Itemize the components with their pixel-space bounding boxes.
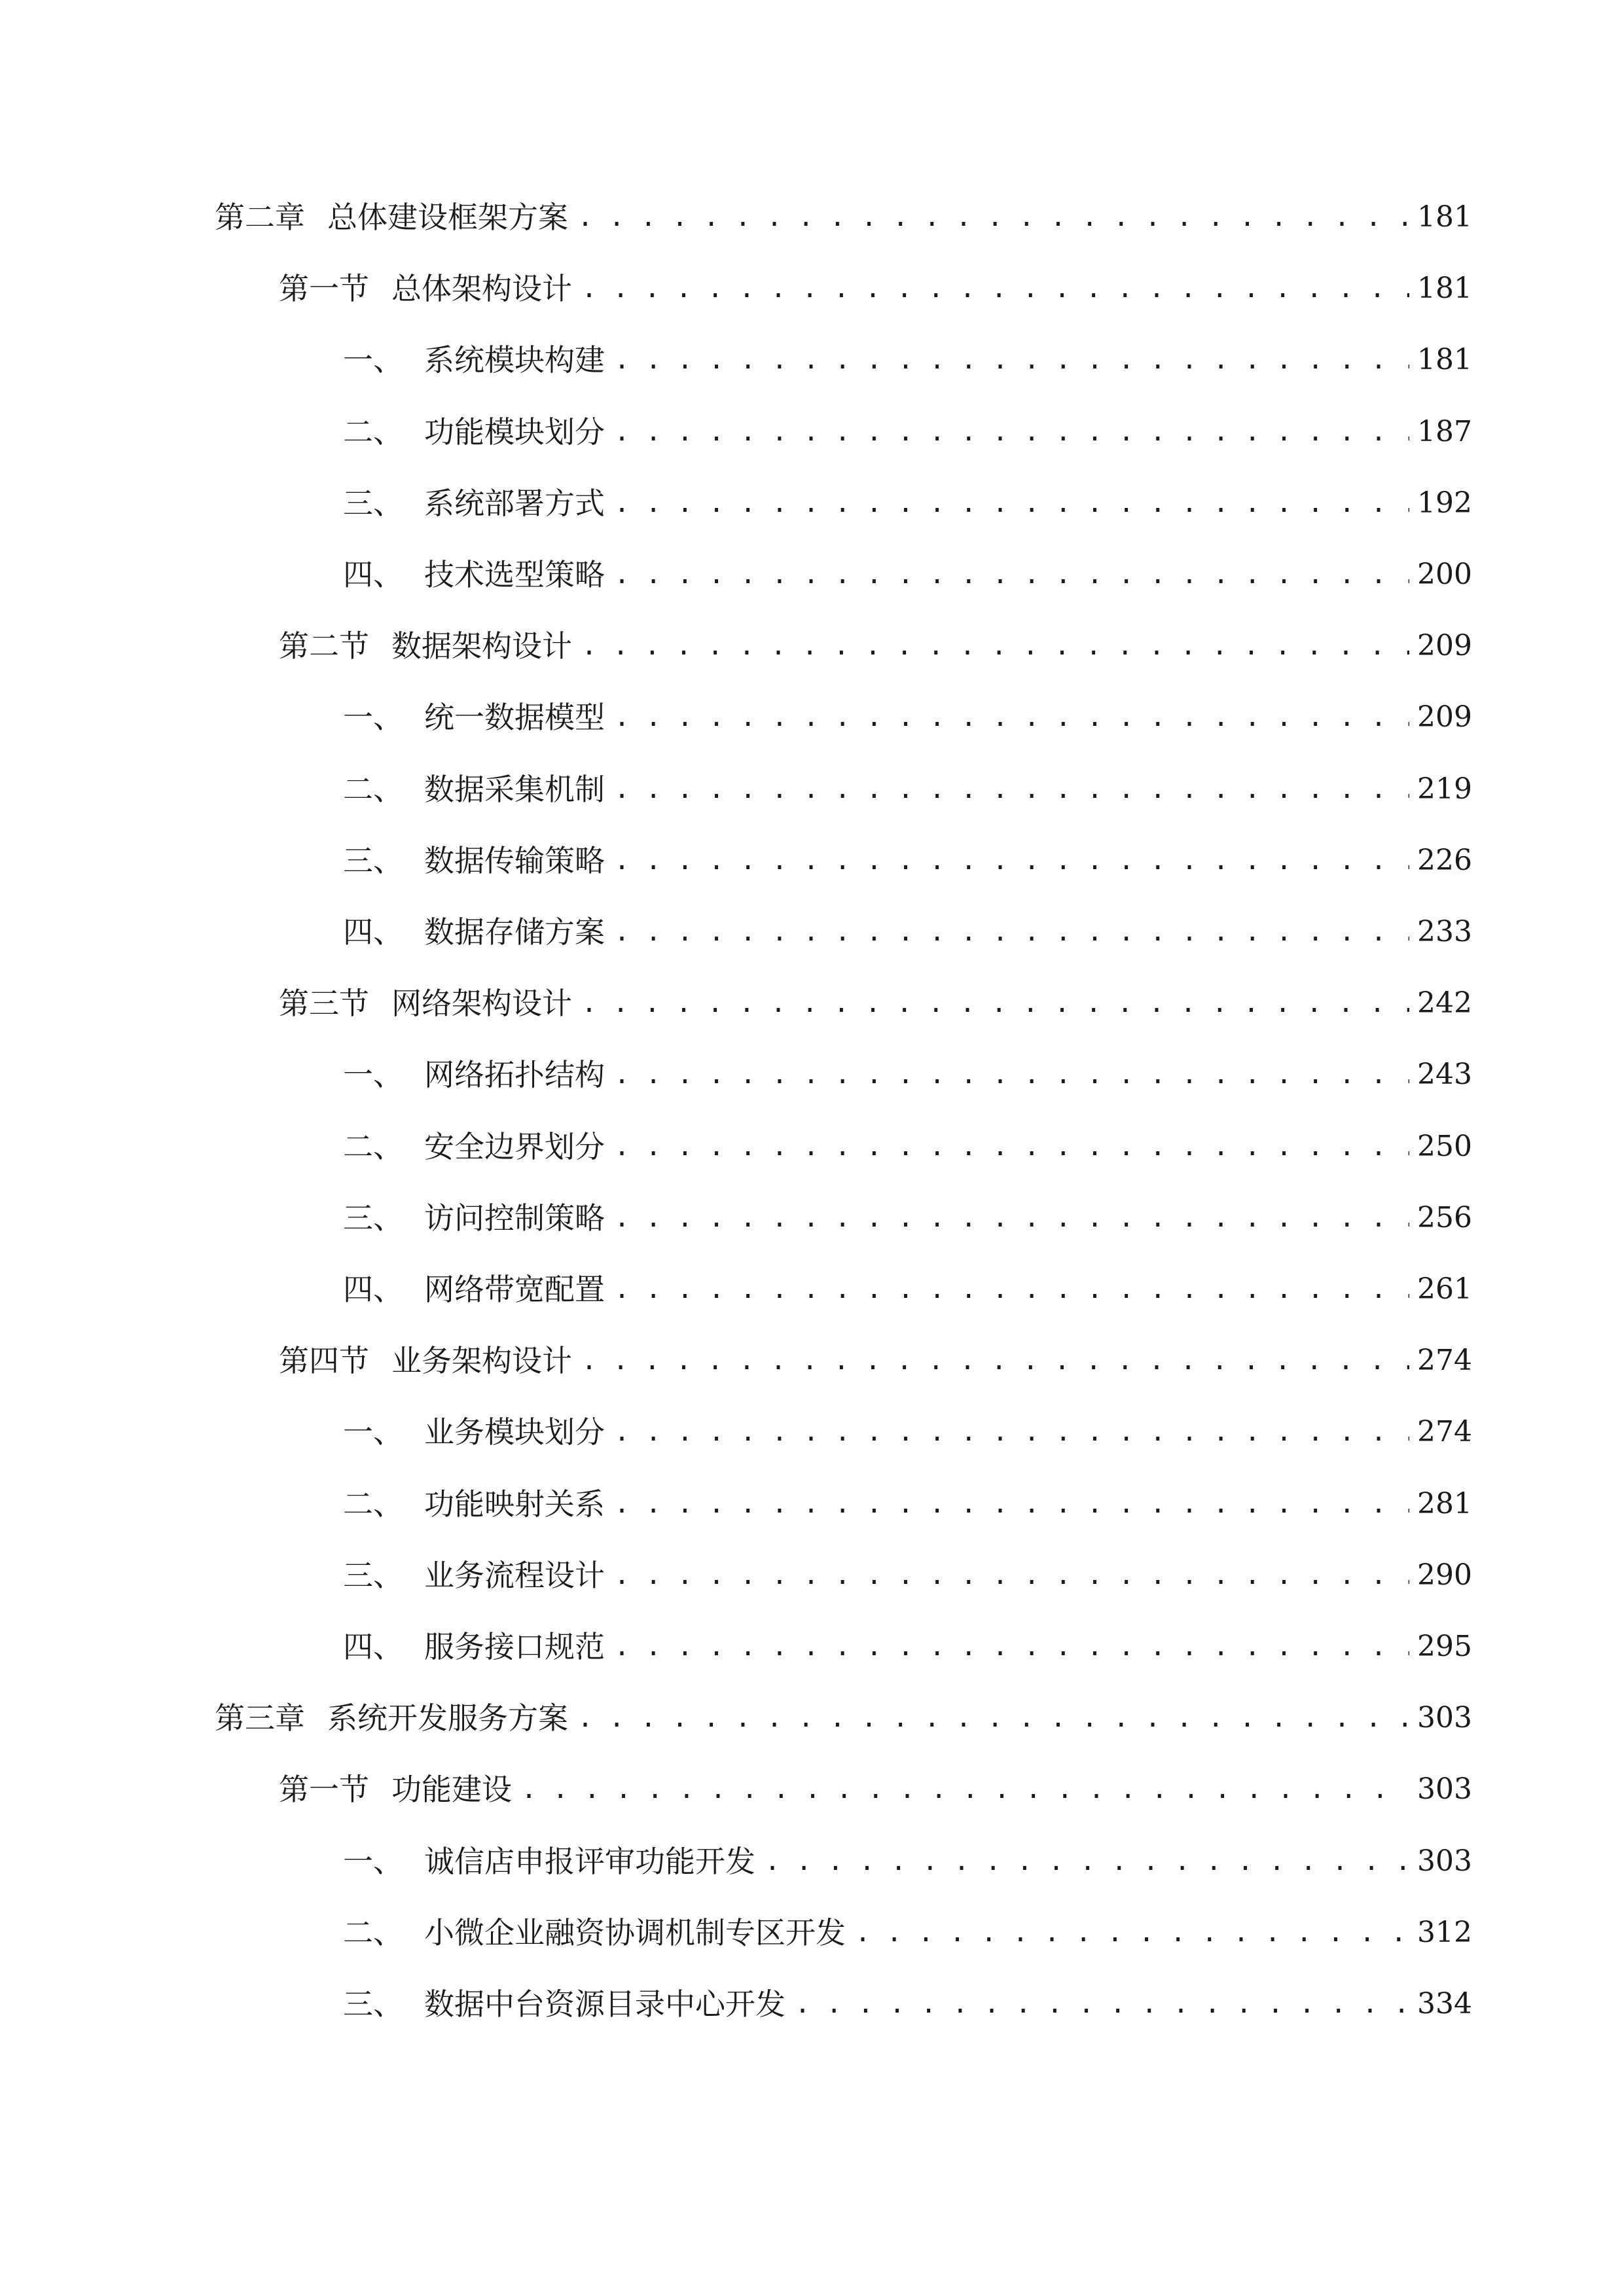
- toc-entry-title: 系统模块构建: [424, 342, 605, 378]
- toc-entry-number: 四、: [343, 1629, 403, 1664]
- toc-entry-title: 功能建设: [391, 1772, 512, 1808]
- toc-page-number: 219: [1417, 772, 1472, 806]
- toc-entry[interactable]: [343, 1978, 1472, 2030]
- toc-entry-number: 三、: [343, 1557, 403, 1593]
- toc-entry[interactable]: [343, 1121, 1472, 1173]
- toc-entry-number: 三、: [343, 1200, 403, 1236]
- toc-dot-leader: [614, 1263, 1409, 1316]
- toc-entry[interactable]: [343, 1049, 1472, 1101]
- toc-entry[interactable]: [343, 1907, 1472, 1959]
- toc-page-number: 192: [1417, 486, 1472, 520]
- toc-page-number: 261: [1417, 1272, 1472, 1306]
- toc-page-number: 274: [1417, 1415, 1472, 1449]
- toc-entry-title: 访问控制策略: [424, 1200, 605, 1236]
- toc-entry[interactable]: [343, 691, 1472, 744]
- toc-entry-label: [279, 1763, 512, 1816]
- toc-dot-leader: [614, 1549, 1409, 1602]
- toc-entry-number: 二、: [343, 1486, 403, 1522]
- toc-entry-number: 四、: [343, 914, 403, 950]
- toc-entry-label: [343, 1621, 605, 1673]
- toc-dot-leader: [614, 834, 1409, 887]
- toc-entry-number: 四、: [343, 1272, 403, 1307]
- toc-page-number: 303: [1417, 1701, 1472, 1735]
- toc-dot-leader: [855, 1907, 1409, 1959]
- toc-entry-title: 总体架构设计: [391, 271, 572, 307]
- toc-page-number: 233: [1417, 915, 1472, 948]
- toc-dot-leader: [614, 906, 1409, 958]
- toc-page-number: 200: [1417, 558, 1472, 591]
- toc-page-number: 226: [1417, 843, 1472, 877]
- toc-entry-label: [343, 1907, 846, 1959]
- toc-entry-title: 网络带宽配置: [424, 1272, 605, 1307]
- toc-entry-number: 第四节: [279, 1343, 369, 1379]
- toc-entry-number: 第三章: [215, 1700, 305, 1736]
- toc-entry-number: 第一节: [279, 271, 369, 307]
- toc-dot-leader: [581, 1335, 1409, 1387]
- toc-entry[interactable]: [343, 477, 1472, 529]
- toc-entry-label: [215, 1692, 568, 1744]
- toc-dot-leader: [614, 477, 1409, 529]
- toc-entry[interactable]: [279, 1763, 1472, 1816]
- toc-entry-label: [343, 906, 605, 958]
- toc-entry-title: 数据架构设计: [391, 628, 572, 664]
- toc-dot-leader: [614, 763, 1409, 816]
- toc-entry-title: 数据中台资源目录中心开发: [424, 1986, 785, 2022]
- toc-entry-number: 第二节: [279, 628, 369, 664]
- toc-entry[interactable]: [343, 334, 1472, 386]
- toc-entry[interactable]: [343, 1406, 1472, 1458]
- toc-page-number: 303: [1417, 1772, 1472, 1806]
- toc-entry-number: 四、: [343, 557, 403, 592]
- toc-entry-title: 业务架构设计: [391, 1343, 572, 1379]
- toc-page-number: 243: [1417, 1058, 1472, 1092]
- toc-entry-label: [279, 620, 572, 672]
- toc-entry-title: 服务接口规范: [424, 1629, 605, 1664]
- toc-entry-label: [343, 691, 605, 744]
- toc-entry-title: 系统开发服务方案: [327, 1700, 568, 1736]
- toc-entry-label: [279, 977, 572, 1030]
- toc-entry-label: [343, 1121, 605, 1173]
- toc-entry-label: [343, 1263, 605, 1316]
- toc-entry-title: 业务流程设计: [424, 1557, 605, 1593]
- toc-entry-title: 网络拓扑结构: [424, 1057, 605, 1093]
- toc-entry-number: 一、: [343, 342, 403, 378]
- toc-entry-title: 数据传输策略: [424, 842, 605, 878]
- toc-dot-leader: [581, 977, 1409, 1030]
- toc-entry[interactable]: [343, 1192, 1472, 1244]
- toc-dot-leader: [581, 620, 1409, 672]
- toc-entry[interactable]: [279, 262, 1472, 315]
- toc-page-number: 281: [1417, 1486, 1472, 1520]
- toc-entry-title: 统一数据模型: [424, 700, 605, 736]
- toc-entry-title: 总体建设框架方案: [327, 200, 568, 235]
- toc-page-number: 290: [1417, 1558, 1472, 1592]
- toc-dot-leader: [614, 548, 1409, 601]
- toc-entry-number: 二、: [343, 1914, 403, 1950]
- toc-dot-leader: [614, 1406, 1409, 1458]
- toc-entry-number: 一、: [343, 700, 403, 736]
- toc-entry-title: 数据存储方案: [424, 914, 605, 950]
- toc-page-number: 250: [1417, 1129, 1472, 1163]
- toc-entry-label: [343, 834, 605, 887]
- toc-entry-title: 小微企业融资协调机制专区开发: [424, 1914, 846, 1950]
- toc-entry[interactable]: [343, 834, 1472, 887]
- toc-entry[interactable]: [215, 191, 1472, 243]
- toc-entry-label: [343, 477, 605, 529]
- toc-dot-leader: [614, 691, 1409, 744]
- toc-entry-label: [343, 1549, 605, 1602]
- toc-entry-number: 二、: [343, 771, 403, 807]
- toc-entry-label: [343, 548, 605, 601]
- toc-dot-leader: [614, 406, 1409, 458]
- toc-entry[interactable]: [279, 620, 1472, 672]
- toc-entry[interactable]: [343, 1549, 1472, 1602]
- toc-entry-label: [343, 1049, 605, 1101]
- toc-entry-number: 三、: [343, 485, 403, 521]
- toc-entry-number: 第一节: [279, 1772, 369, 1808]
- toc-dot-leader: [577, 1692, 1409, 1744]
- toc-entry-label: [343, 334, 605, 386]
- toc-entry-title: 技术选型策略: [424, 557, 605, 592]
- toc-page-number: 295: [1417, 1630, 1472, 1663]
- toc-page-number: 181: [1417, 272, 1472, 306]
- toc-entry-label: [343, 1835, 755, 1888]
- toc-entry-number: 二、: [343, 414, 403, 450]
- toc-page-number: 187: [1417, 414, 1472, 448]
- toc-entry-title: 数据采集机制: [424, 771, 605, 807]
- toc-entry[interactable]: [279, 977, 1472, 1030]
- toc-dot-leader: [614, 334, 1409, 386]
- toc-entry[interactable]: [343, 1835, 1472, 1888]
- toc-dot-leader: [614, 1192, 1409, 1244]
- toc-dot-leader: [765, 1835, 1409, 1888]
- toc-entry[interactable]: [343, 763, 1472, 816]
- toc-dot-leader: [521, 1763, 1409, 1816]
- toc-entry[interactable]: [343, 1478, 1472, 1530]
- toc-page-number: 181: [1417, 200, 1472, 234]
- toc-entry-label: [343, 1478, 605, 1530]
- toc-page-number: 181: [1417, 343, 1472, 377]
- toc-entry-label: [343, 763, 605, 816]
- toc-entry[interactable]: [343, 548, 1472, 601]
- toc-entry-number: 一、: [343, 1843, 403, 1879]
- toc-entry-label: [279, 1335, 572, 1387]
- toc-entry[interactable]: [343, 906, 1472, 958]
- toc-entry-label: [343, 1978, 785, 2030]
- toc-entry-title: 功能映射关系: [424, 1486, 605, 1522]
- toc-entry-title: 诚信店申报评审功能开发: [424, 1843, 755, 1879]
- toc-entry-number: 三、: [343, 1986, 403, 2022]
- toc-entry-title: 安全边界划分: [424, 1128, 605, 1164]
- toc-entry-number: 三、: [343, 842, 403, 878]
- toc-dot-leader: [577, 191, 1409, 243]
- toc-entry-label: [343, 1192, 605, 1244]
- toc-entry-label: [279, 262, 572, 315]
- toc-entry[interactable]: [343, 1263, 1472, 1316]
- toc-dot-leader: [795, 1978, 1409, 2030]
- toc-page-number: 242: [1417, 986, 1472, 1020]
- toc-entry[interactable]: [215, 1692, 1472, 1744]
- toc-entry-label: [343, 1406, 605, 1458]
- toc-page-number: 209: [1417, 700, 1472, 734]
- toc-page-number: 274: [1417, 1344, 1472, 1378]
- toc-entry-title: 业务模块划分: [424, 1414, 605, 1450]
- toc-dot-leader: [614, 1478, 1409, 1530]
- toc-page-number: 209: [1417, 629, 1472, 663]
- toc-dot-leader: [614, 1621, 1409, 1673]
- toc-entry-number: 一、: [343, 1057, 403, 1093]
- toc-entry[interactable]: [343, 1621, 1472, 1673]
- toc-entry[interactable]: [343, 406, 1472, 458]
- toc-page-number: 303: [1417, 1844, 1472, 1878]
- toc-entry-number: 二、: [343, 1128, 403, 1164]
- toc-entry-label: [343, 406, 605, 458]
- toc-entry-title: 网络架构设计: [391, 986, 572, 1022]
- toc-entry-number: 第三节: [279, 986, 369, 1022]
- toc-entry-label: [215, 191, 568, 243]
- toc-dot-leader: [614, 1049, 1409, 1101]
- toc-dot-leader: [581, 262, 1409, 315]
- toc-entry-number: 一、: [343, 1414, 403, 1450]
- toc-entry[interactable]: [279, 1335, 1472, 1387]
- toc-page-number: 312: [1417, 1915, 1472, 1949]
- toc-entry-number: 第二章: [215, 200, 305, 235]
- toc-page-number: 334: [1417, 1987, 1472, 2020]
- toc-page-number: 256: [1417, 1200, 1472, 1234]
- toc-entry-title: 系统部署方式: [424, 485, 605, 521]
- toc-entry-title: 功能模块划分: [424, 414, 605, 450]
- toc-dot-leader: [614, 1121, 1409, 1173]
